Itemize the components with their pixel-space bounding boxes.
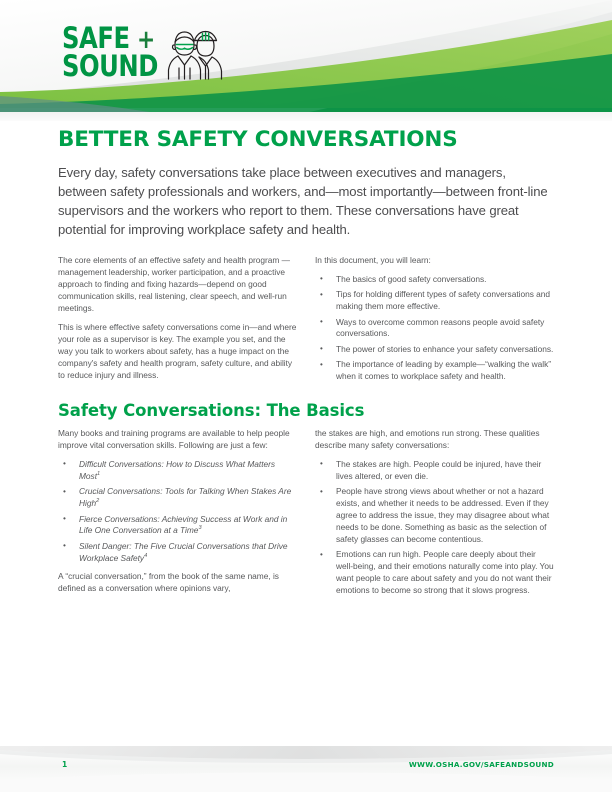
- book-list: [58, 459, 297, 565]
- intro-left-column: [58, 255, 297, 390]
- basics-intro-paragraph: Many books and training programs are available to help people improve vital conversation skills. Following are just a few:: [58, 428, 290, 450]
- header-bottom-band: [0, 112, 612, 121]
- learn-list-heading: In this document, you will learn:: [315, 254, 431, 265]
- page-header: [0, 0, 612, 118]
- logo-wordmark: [62, 21, 165, 83]
- list-item: • The importance of leading by example—“walking the walk” when it comes to workplace safety and health.: [315, 359, 554, 383]
- footnote-ref: 4: [144, 553, 148, 560]
- intro-paragraph-2: This is where effective safety conversations come in—and where your role as a supervisor is key. The example you set, and the way you talk to workers about safety, has a huge impact on the company's safety and health program, safety culture, and ability to reduce injury and illness.: [58, 322, 297, 381]
- logo-text-sound: SOUND: [62, 48, 158, 83]
- footnote-ref: 3: [198, 525, 202, 532]
- list-item: [58, 514, 297, 538]
- page-footer: [0, 746, 612, 792]
- basics-right-column: [315, 428, 554, 603]
- list-item: • The stakes are high. People could be injured, have their lives altered, or even die.: [315, 459, 554, 483]
- two-workers-icon: [166, 25, 224, 81]
- basics-continuation-paragraph: the stakes are high, and emotions run strong. These qualities describe many safety conversations:: [315, 428, 540, 450]
- list-item: [58, 541, 297, 565]
- footer-curve-graphic: [0, 746, 612, 792]
- list-item: • The power of stories to enhance your safety conversations.: [315, 344, 554, 356]
- book-title: Fierce Conversations: Achieving Success at Work and in Life One Conversation at a Time: [79, 513, 288, 536]
- footnote-ref: 1: [97, 471, 101, 477]
- logo-text-safe: SAFE: [62, 21, 130, 56]
- list-item: • The basics of good safety conversations.: [315, 274, 554, 286]
- book-title: Crucial Conversations: Tools for Talking When Stakes Are High: [79, 486, 292, 509]
- book-title: Silent Danger: The Five Crucial Conversations that Drive Workplace Safety: [79, 540, 288, 563]
- list-item: • Emotions can run high. People care deeply about their well-being, and their emotions naturally come into play. You want people to care about safety and you do not want their emotions to become so strong that it slows progress.: [315, 549, 554, 597]
- learn-list: [315, 274, 554, 383]
- section-heading-basics: Safety Conversations: The Basics: [58, 401, 365, 421]
- intro-right-column: [315, 255, 554, 390]
- page-title: BETTER SAFETY CONVERSATIONS: [58, 127, 458, 152]
- list-item: • Tips for holding different types of safety conversations and making them more effective.: [315, 289, 554, 313]
- footer-url[interactable]: WWW.OSHA.GOV/SAFEANDSOUND: [408, 760, 554, 769]
- list-item: • People have strong views about whether or not a hazard exists, and whether it needs to be addressed. Even if they agree to address the issue, they may disagree about what needs to be done. Something as basic as the selection of safety glasses can become contentious.: [315, 486, 554, 546]
- page-number: 1: [62, 760, 68, 769]
- intro-paragraph-1: The core elements of an effective safety and health program —management leadership, worker participation, and a proactive approach to finding and fixing hazards—depend on good communication skills, real listening, clear speech, and well-run meetings.: [58, 254, 290, 313]
- book-title: Difficult Conversations: How to Discuss What Matters Most: [79, 458, 276, 481]
- qualities-list: [315, 459, 554, 597]
- intro-two-column: [58, 255, 554, 390]
- basics-closing-paragraph: A “crucial conversation,” from the book of the same name, is defined as a conversation where opinions vary,: [58, 570, 279, 593]
- list-item: [58, 486, 297, 510]
- list-item: [58, 459, 297, 483]
- list-item: • Ways to overcome common reasons people avoid safety conversations.: [315, 317, 554, 341]
- safe-sound-logo: [62, 21, 224, 83]
- document-content: [0, 128, 612, 603]
- basics-left-column: [58, 428, 297, 603]
- footnote-ref: 2: [96, 498, 100, 505]
- lede-paragraph: Every day, safety conversations take place between executives and managers, between safety professionals and workers, and—most importantly—between front-line supervisors and the workers who report to them. These conversations have great potential for improving workplace safety and health.: [58, 164, 548, 237]
- logo-plus-icon: +: [136, 25, 155, 56]
- basics-two-column: [58, 428, 554, 603]
